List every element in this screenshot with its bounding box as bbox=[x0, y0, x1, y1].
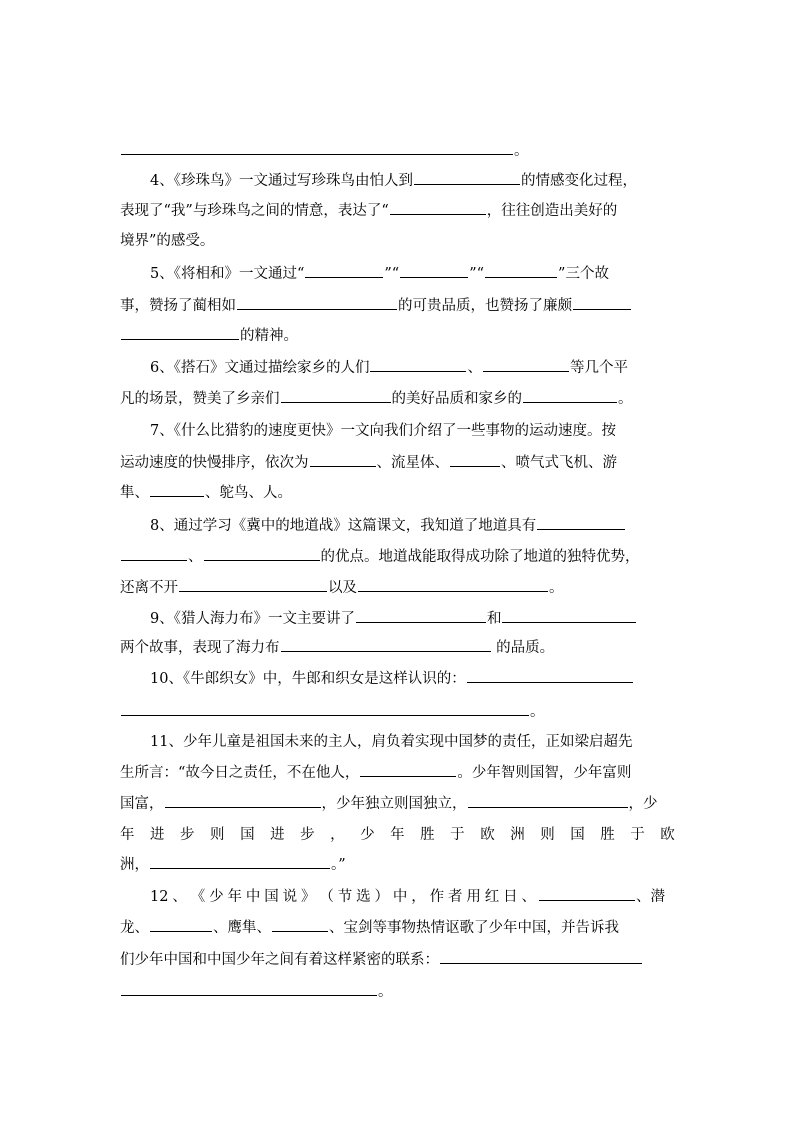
text-segment: 。 bbox=[514, 143, 529, 159]
blank[interactable] bbox=[485, 261, 557, 278]
text-segment: 龙、 bbox=[120, 920, 149, 936]
blank[interactable] bbox=[483, 355, 569, 372]
text-segment: 年 bbox=[227, 889, 242, 905]
question-11 bbox=[150, 727, 675, 757]
blank[interactable] bbox=[356, 606, 486, 623]
text-segment: 还离不开 bbox=[120, 580, 178, 596]
text-segment: ，少年独立则国独立， bbox=[321, 796, 467, 812]
blank[interactable] bbox=[502, 606, 636, 623]
text-segment: 、喷气式飞机、游 bbox=[501, 455, 617, 471]
text-segment: 生所言：“故今日之责任，不在他人， bbox=[120, 765, 360, 781]
blank[interactable] bbox=[467, 666, 633, 683]
blank[interactable] bbox=[539, 884, 635, 901]
text-segment: 作 bbox=[429, 889, 445, 905]
text-segment: 以及 bbox=[328, 580, 357, 596]
q3-answer-line bbox=[120, 136, 675, 166]
text-segment: 、 bbox=[521, 889, 536, 905]
question-7-line-2 bbox=[120, 448, 675, 478]
blank[interactable] bbox=[523, 386, 617, 403]
text-segment: 的美好品质和家乡的 bbox=[391, 391, 522, 407]
text-segment: 12 bbox=[150, 889, 169, 905]
text-segment: 年 bbox=[120, 827, 135, 843]
text-segment: 、潜 bbox=[636, 889, 665, 905]
text-segment: 、 bbox=[188, 549, 203, 565]
question-11-line-3 bbox=[120, 789, 675, 819]
text-segment: 。 bbox=[530, 704, 545, 720]
question-11-line-4 bbox=[120, 820, 675, 850]
text-segment: 。” bbox=[331, 857, 346, 873]
blank[interactable] bbox=[179, 575, 327, 592]
text-segment: ，少 bbox=[628, 796, 658, 812]
text-segment: 、 bbox=[172, 889, 187, 905]
question-8-line-3 bbox=[120, 573, 675, 603]
text-segment: 进 bbox=[150, 827, 165, 843]
text-segment: 选 bbox=[356, 889, 371, 905]
question-12-line-4 bbox=[120, 977, 675, 1007]
text-segment: 洲， bbox=[120, 857, 149, 873]
blank[interactable] bbox=[121, 544, 187, 561]
question-11-line-5 bbox=[120, 850, 675, 880]
text-segment: 境界”的感受。 bbox=[120, 233, 215, 249]
text-segment: 于 bbox=[630, 827, 645, 843]
text-segment: 节 bbox=[337, 889, 353, 905]
text-segment: 欧 bbox=[480, 827, 495, 843]
text-segment: ， bbox=[411, 889, 426, 905]
text-segment: 说 bbox=[282, 889, 298, 905]
question-7-line-3 bbox=[120, 478, 675, 508]
text-segment: 者 bbox=[447, 889, 463, 905]
question-7 bbox=[150, 416, 675, 446]
question-12-line-1-end bbox=[538, 882, 675, 912]
text-segment: 。 bbox=[378, 984, 393, 1000]
text-segment: ”“ bbox=[384, 266, 400, 282]
blank[interactable] bbox=[310, 450, 376, 467]
blank[interactable] bbox=[414, 168, 520, 185]
blank[interactable] bbox=[237, 293, 397, 310]
text-segment: 年 bbox=[390, 827, 405, 843]
question-8-line-2 bbox=[120, 542, 675, 572]
blank[interactable] bbox=[281, 635, 491, 652]
text-segment: 于 bbox=[450, 827, 465, 843]
text-segment: 、 bbox=[467, 360, 482, 376]
text-segment: ，往往创造出美好的 bbox=[486, 203, 618, 219]
text-segment: 的可贵品质，也赞扬了廉颇 bbox=[398, 298, 572, 314]
blank[interactable] bbox=[400, 261, 468, 278]
text-segment: 6、《搭石》文通过描绘家乡的人们 bbox=[150, 360, 370, 376]
blank[interactable] bbox=[150, 480, 204, 497]
text-segment: 、流星体、 bbox=[376, 455, 449, 471]
blank[interactable] bbox=[440, 947, 642, 964]
blank[interactable] bbox=[281, 386, 391, 403]
text-segment: 步 bbox=[300, 827, 315, 843]
text-segment: 的情感变化过程， bbox=[520, 173, 637, 189]
text-segment: 10、《牛郎织女》中，牛郎和织女是这样认识的： bbox=[150, 671, 466, 687]
text-segment: 胜 bbox=[600, 827, 615, 843]
text-segment: 事，赞扬了蔺相如 bbox=[120, 298, 236, 314]
text-segment: 国 bbox=[570, 827, 585, 843]
question-10 bbox=[150, 664, 675, 694]
blank[interactable] bbox=[468, 791, 628, 808]
question-10-line-2 bbox=[120, 697, 675, 727]
question-8 bbox=[150, 511, 675, 541]
question-12-line-2 bbox=[120, 913, 675, 943]
text-segment: 国 bbox=[264, 889, 279, 905]
blank[interactable] bbox=[390, 198, 486, 215]
text-segment: 中 bbox=[245, 889, 261, 905]
text-segment: 的精神。 bbox=[240, 328, 298, 344]
blank[interactable] bbox=[358, 575, 548, 592]
text-segment: 国 bbox=[240, 827, 255, 843]
question-4-line-3 bbox=[120, 226, 675, 256]
question-5-line-2 bbox=[120, 291, 675, 321]
question-9 bbox=[150, 604, 675, 634]
blank[interactable] bbox=[305, 261, 383, 278]
text-segment: 8、通过学习《冀中的地道战》这篇课文，我知道了地道具有 bbox=[150, 518, 537, 534]
blank[interactable] bbox=[360, 760, 456, 777]
text-segment: 凡的场景，赞美了乡亲们 bbox=[120, 391, 280, 407]
text-segment: 7、《什么比猎豹的速度更快》一文向我们介绍了一些事物的运动速度。按 bbox=[150, 423, 616, 439]
blank[interactable] bbox=[450, 450, 500, 467]
blank[interactable] bbox=[272, 915, 328, 932]
text-segment: ） bbox=[374, 889, 389, 905]
text-segment: 胜 bbox=[420, 827, 435, 843]
text-segment: 洲 bbox=[510, 827, 525, 843]
blank[interactable] bbox=[204, 544, 320, 561]
text-segment: 等几个平 bbox=[569, 360, 628, 376]
question-5-line-3 bbox=[120, 321, 675, 351]
text-segment: 运动速度的快慢排序，依次为 bbox=[120, 455, 309, 471]
blank[interactable] bbox=[121, 979, 377, 996]
text-segment: 《 bbox=[190, 889, 206, 905]
text-segment: 》 bbox=[300, 889, 316, 905]
text-segment: 和 bbox=[486, 611, 502, 627]
text-segment: 则 bbox=[540, 827, 555, 843]
text-segment: 少 bbox=[360, 827, 375, 843]
blank[interactable] bbox=[121, 138, 513, 155]
text-segment: 步 bbox=[180, 827, 195, 843]
text-segment: 们少年中国和中国少年之间有着这样紧密的联系： bbox=[120, 952, 439, 968]
text-segment: 9、《猎人海力布》一文主要讲了 bbox=[150, 611, 355, 627]
blank[interactable] bbox=[537, 513, 625, 530]
blank[interactable] bbox=[165, 791, 321, 808]
text-segment: 、鸵鸟、人。 bbox=[205, 485, 292, 501]
text-segment: 国富， bbox=[120, 796, 164, 812]
text-segment: 、鹰隼、 bbox=[213, 920, 271, 936]
text-segment: 用 bbox=[466, 889, 481, 905]
text-segment: ”三个故 bbox=[558, 266, 609, 282]
question-9-line-2 bbox=[120, 633, 675, 663]
question-12-line-3 bbox=[120, 945, 675, 975]
text-segment: ， bbox=[330, 827, 345, 843]
question-6 bbox=[150, 353, 675, 383]
text-segment: 进 bbox=[270, 827, 285, 843]
text-segment: 隼、 bbox=[120, 485, 149, 501]
text-segment: 、宝剑等事物热情讴歌了少年中国，并告诉我 bbox=[329, 920, 619, 936]
text-segment: 表现了“我”与珍珠鸟之间的情意，表达了“ bbox=[120, 203, 389, 219]
text-segment: 则 bbox=[210, 827, 225, 843]
text-segment: 少 bbox=[209, 889, 224, 905]
text-segment: 。少年智则国智，少年富则 bbox=[457, 765, 632, 781]
blank[interactable] bbox=[573, 293, 631, 310]
text-segment: 欧 bbox=[660, 827, 675, 843]
text-segment: 。 bbox=[618, 391, 633, 407]
text-segment: 中 bbox=[392, 889, 408, 905]
text-segment: 11、少年儿童是祖国未来的主人，肩负着实现中国梦的责任，正如梁启超先 bbox=[150, 734, 633, 750]
text-segment: 。 bbox=[549, 580, 564, 596]
blank[interactable] bbox=[150, 915, 212, 932]
text-segment: 5、《将相和》一文通过“ bbox=[150, 266, 305, 282]
question-4 bbox=[150, 166, 675, 196]
question-5 bbox=[150, 259, 675, 289]
blank[interactable] bbox=[121, 323, 239, 340]
blank[interactable] bbox=[150, 852, 330, 869]
question-11-line-2 bbox=[120, 758, 675, 788]
blank[interactable] bbox=[370, 355, 466, 372]
text-segment: 红 bbox=[484, 889, 500, 905]
question-12 bbox=[150, 882, 536, 912]
blank[interactable] bbox=[121, 699, 529, 716]
question-6-line-2 bbox=[120, 384, 675, 414]
text-segment: 4、《珍珠鸟》一文通过写珍珠鸟由怕人到 bbox=[150, 173, 413, 189]
text-segment: 的优点。地道战能取得成功除了地道的独特优势， bbox=[320, 549, 640, 565]
text-segment: （ bbox=[319, 889, 334, 905]
text-segment: 日 bbox=[503, 889, 518, 905]
text-segment: 两个故事，表现了海力布 bbox=[120, 640, 280, 656]
text-segment: ”“ bbox=[469, 266, 485, 282]
text-segment: 的品质。 bbox=[491, 640, 555, 656]
question-4-line-2 bbox=[120, 196, 675, 226]
